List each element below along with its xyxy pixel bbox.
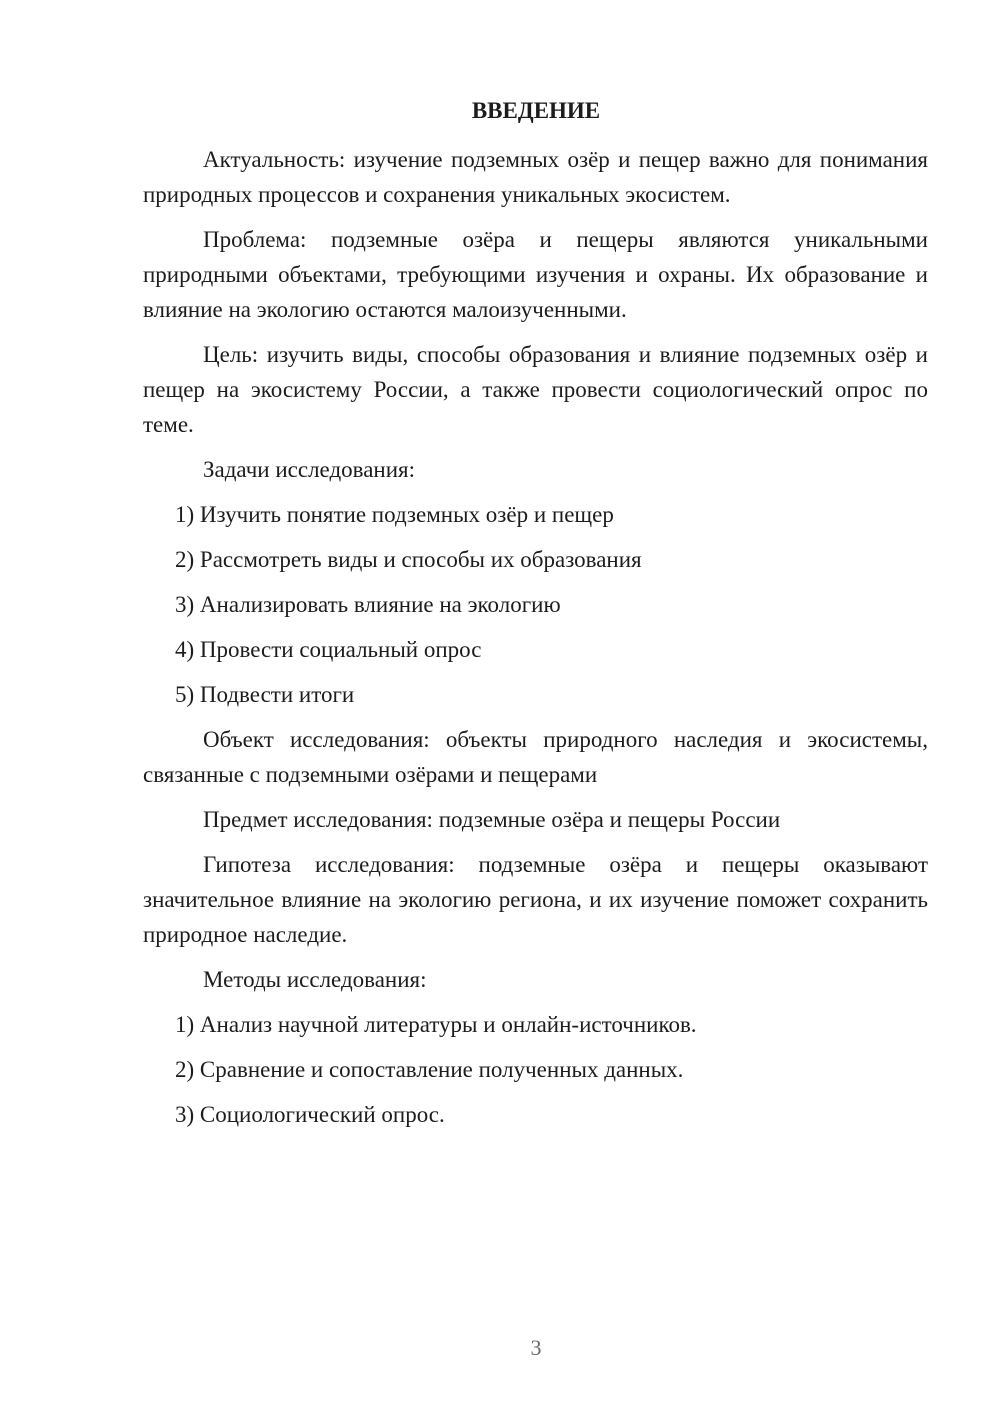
list-item: 4) Провести социальный опрос: [175, 637, 482, 662]
page-title: ВВЕДЕНИЕ: [471, 98, 601, 123]
page-number: 3: [530, 1335, 542, 1360]
subject-paragraph: Предмет исследования: подземные озёра и пещеры России: [203, 807, 781, 832]
methods-list: [143, 1007, 928, 1132]
object-paragraph: Объект исследования: объекты природного наследия и экосистемы, связанные с подземными озёрами и пещерами: [143, 727, 928, 787]
problem-paragraph: Проблема: подземные озёра и пещеры являются уникальными природными объектами, требующими изучения и охраны. Их образование и влияние на экологию остаются малоизученными.: [143, 227, 928, 322]
list-item: 2) Сравнение и сопоставление полученных данных.: [175, 1057, 684, 1082]
goal-paragraph: Цель: изучить виды, способы образования и влияние подземных озёр и пещер на экосистему России, а также провести социологический опрос по теме.: [143, 342, 928, 437]
methods-heading: Методы исследования:: [203, 967, 427, 992]
tasks-heading: Задачи исследования:: [203, 457, 416, 482]
tasks-list: [143, 497, 928, 712]
list-item: 5) Подвести итоги: [175, 682, 355, 707]
list-item: 1) Анализ научной литературы и онлайн-источников.: [175, 1012, 697, 1037]
page-content: [143, 142, 928, 1142]
list-item: 2) Рассмотреть виды и способы их образования: [175, 547, 642, 572]
hypothesis-paragraph: Гипотеза исследования: подземные озёра и пещеры оказывают значительное влияние на экологию региона, и их изучение поможет сохранить природное наследие.: [143, 852, 928, 947]
list-item: 3) Социологический опрос.: [175, 1102, 445, 1127]
list-item: 1) Изучить понятие подземных озёр и пещер: [175, 502, 614, 527]
list-item: 3) Анализировать влияние на экологию: [175, 592, 561, 617]
relevance-paragraph: Актуальность: изучение подземных озёр и пещер важно для понимания природных процессов и сохранения уникальных экосистем.: [143, 147, 928, 207]
